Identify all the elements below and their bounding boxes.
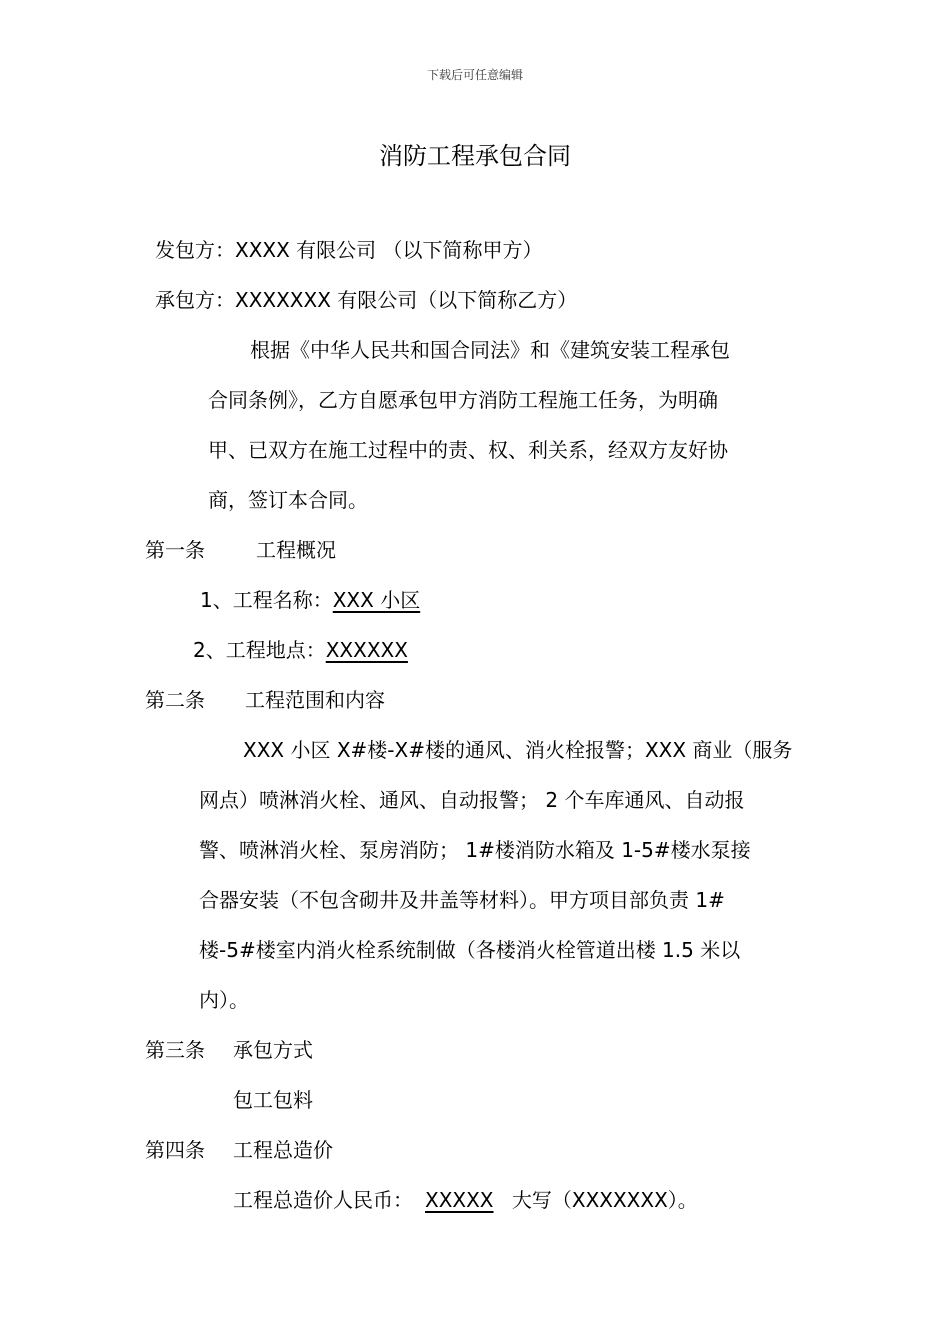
project-name-value: XXX 小区	[332, 588, 421, 612]
preamble-line-3: 甲、已双方在施工过程中的责、权、利关系，经双方友好协	[208, 438, 728, 462]
article2-title: 工程范围和内容	[245, 688, 385, 712]
project-name-label: 1、工程名称：	[200, 588, 333, 612]
scope-line-1: XXX 小区 X#楼-X#楼的通风、消火栓报警；XXX 商业（服务	[243, 738, 793, 762]
project-name	[200, 586, 420, 614]
total-price-label: 工程总造价人民币：	[233, 1188, 413, 1212]
preamble-line-1: 根据《中华人民共和国合同法》和《建筑安装工程承包	[250, 338, 730, 362]
scope-line-2: 网点）喷淋消火栓、通风、自动报警； 2 个车库通风、自动报	[199, 788, 745, 812]
scope-line-3: 警、喷淋消火栓、泵房消防； 1#楼消防水箱及 1-5#楼水泵接	[199, 838, 751, 862]
article3-title: 承包方式	[233, 1038, 313, 1062]
article3-heading: 第三条	[145, 1038, 205, 1062]
party-a: 发包方：XXXX 有限公司 （以下简称甲方）	[155, 238, 543, 262]
article4-title: 工程总造价	[233, 1138, 333, 1162]
scope-line-5: 楼-5#楼室内消火栓系统制做（各楼消火栓管道出楼 1.5 米以	[199, 938, 741, 962]
total-price-caps: 大写（XXXXXXX）。	[511, 1188, 698, 1212]
header-note: 下载后可任意编辑	[426, 68, 523, 82]
scope-line-4: 合器安装（不包含砌井及井盖等材料）。甲方项目部负责 1#	[199, 888, 725, 912]
preamble-line-2: 合同条例》，乙方自愿承包甲方消防工程施工任务，为明确	[208, 388, 718, 412]
article1-title: 工程概况	[256, 538, 336, 562]
total-price	[233, 1186, 698, 1214]
contract-method: 包工包料	[233, 1088, 313, 1112]
project-site-value: XXXXXX	[325, 638, 408, 662]
document-title: 消防工程承包合同	[379, 142, 571, 170]
article1-heading: 第一条	[145, 538, 205, 562]
total-price-amount: XXXXX	[425, 1188, 494, 1212]
scope-line-6: 内）。	[199, 988, 249, 1012]
project-site	[193, 636, 408, 664]
project-site-label: 2、工程地点：	[193, 638, 326, 662]
article4-heading: 第四条	[145, 1138, 205, 1162]
article2-heading: 第二条	[145, 688, 205, 712]
preamble-line-4: 商，签订本合同。	[208, 488, 368, 512]
party-b: 承包方：XXXXXXX 有限公司（以下简称乙方）	[155, 288, 578, 312]
